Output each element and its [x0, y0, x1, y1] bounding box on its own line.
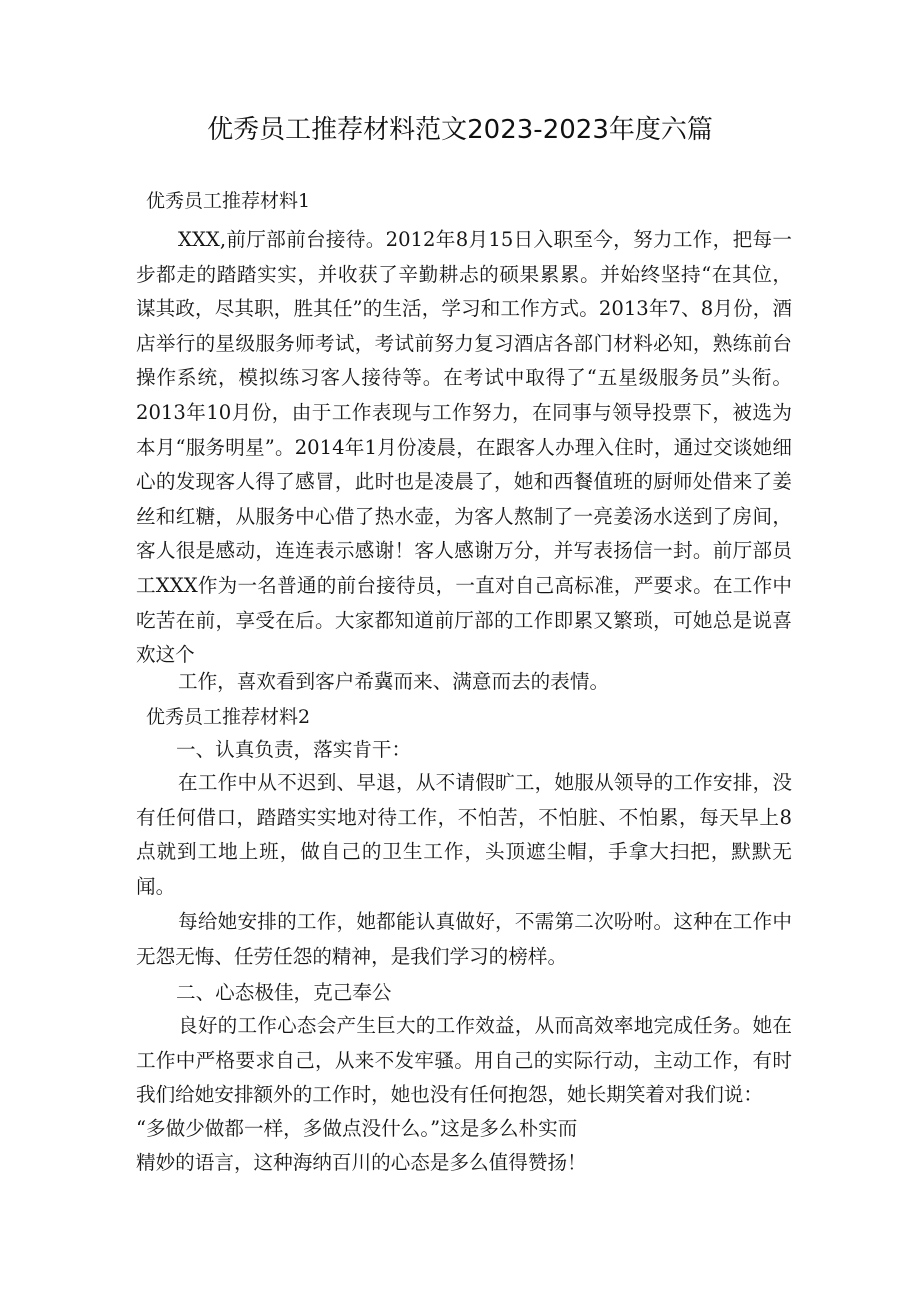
section2-paragraph-3-tail: “多做少做都一样，多做点没什么。”这是多么朴实而: [136, 1117, 578, 1140]
section2-paragraph-4: 精妙的语言，这种海纳百川的心态是多么值得赞扬！: [136, 1151, 587, 1174]
document-title: 优秀员工推荐材料范文2023-2023年度六篇: [207, 115, 713, 145]
section1-paragraph-1: XXX,前厅部前台接待。2012年8月15日入职至今，努力工作，把每一步都走的踏踏实实，并收获了辛勤耕忐的硕果累累。并始终坚持“在其位，谋其政，尽其职，胜其任”的生活，学习和工作方式。2013年7、8月份，酒店举行的星级服务师考试，考试前努力复习酒店各部门材料必知，熟练前台操作系统，模拟练习客人接待等。在考试中取得了“五星级服务员”头衔。2013年10月份，由于工作表现与工作努力，在同事与领导投票下，被选为本月“服务明星”。2014年1月份凌晨，在跟客人办理入住时，通过交谈她细心的发现客人得了感冒，此时也是凌晨了，她和西餐值班的厨师处借来了姜丝和红糖，从服务中心借了热水壶，为客人熬制了一亮姜汤水送到了房间，客人很是感动，连连表示感谢！客人感谢万分，并写表扬信一封。前厅部员工XXX作为一名普通的前台接待员，一直对自己高标准，严要求。在工作中吃苦在前，享受在后。大家都知道前厅部的工作即累又繁琐，可她总是说喜欢这个: [136, 228, 792, 667]
section2-subheading-2: 二、心态极佳，克己奉公: [176, 981, 392, 1004]
section-heading-2: 优秀员工推荐材料2: [146, 706, 311, 728]
section-heading-1: 优秀员工推荐材料1: [146, 190, 311, 212]
section2-paragraph-1: 在工作中从不迟到、早退，从不请假旷工，她服从领导的工作安排，没有任何借口，踏踏实实地对待工作，不怕苦，不怕脏、不怕累，每天早上8点就到工地上班，做自己的卫生工作，头顶遮尘帽，手拿大扫把，默默无闻。: [136, 771, 792, 898]
section2-paragraph-2: 每给她安排的工作，她都能认真做好，不需第二次吩咐。这种在工作中无怨无悔、任劳任怨的精神，是我们学习的榜样。: [136, 910, 792, 968]
section1-paragraph-2: 工作，喜欢看到客户希冀而来、满意而去的表情。: [178, 670, 610, 693]
section2-paragraph-3: 良好的工作心态会产生巨大的工作效益，从而高效率地完成任务。她在工作中严格要求自己，从来不发牢骚。用自己的实际行动，主动工作，有时我们给她安排额外的工作时，她也没有任何抱怨，她长期笑着对我们说：: [136, 1014, 792, 1107]
section2-subheading-1: 一、认真负责，落实肯干：: [176, 738, 412, 761]
